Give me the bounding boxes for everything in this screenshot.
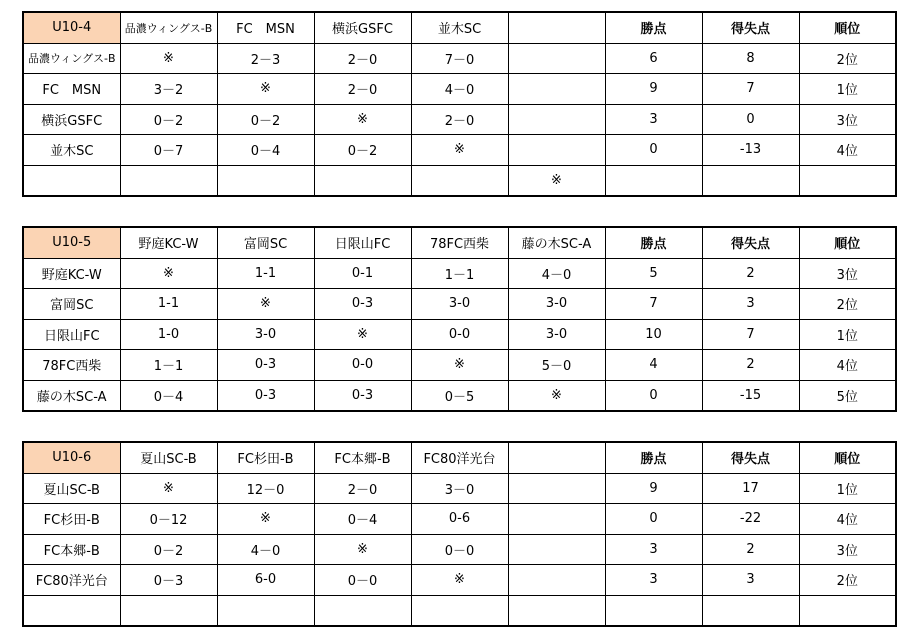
result-cell: 2－0	[314, 43, 411, 74]
points-cell	[605, 595, 702, 626]
header-team: 日限山FC	[314, 227, 411, 258]
header-team: FC MSN	[217, 12, 314, 43]
table-row	[23, 565, 896, 596]
result-cell: 3-0	[217, 319, 314, 350]
rank-cell: 2位	[799, 565, 896, 596]
header-team: FC本郷-B	[314, 442, 411, 473]
rank-cell: 2位	[799, 289, 896, 320]
result-cell: ※	[120, 473, 217, 504]
points-cell: 3	[605, 104, 702, 135]
result-cell: 0－2	[314, 135, 411, 166]
points-cell: 4	[605, 350, 702, 381]
row-team: 野庭KC-W	[23, 258, 120, 289]
result-cell: 0-0	[314, 350, 411, 381]
points-cell: 7	[605, 289, 702, 320]
header-team	[508, 12, 605, 43]
goal-diff-cell: 2	[702, 350, 799, 381]
header-team: 品濃ウィングス-B	[120, 12, 217, 43]
rank-cell: 3位	[799, 104, 896, 135]
row-team: 78FC西柴	[23, 350, 120, 381]
result-cell: 0－0	[411, 534, 508, 565]
table-row	[23, 319, 896, 350]
result-cell	[314, 595, 411, 626]
goal-diff-cell: 0	[702, 104, 799, 135]
result-cell: 0－2	[120, 534, 217, 565]
header-points: 勝点	[605, 442, 702, 473]
header-row	[23, 442, 896, 473]
rank-cell: 4位	[799, 350, 896, 381]
table-row	[23, 534, 896, 565]
result-cell: 0－4	[314, 504, 411, 535]
row-team: 夏山SC-B	[23, 473, 120, 504]
result-cell: ※	[411, 350, 508, 381]
result-cell: 0－5	[411, 380, 508, 411]
result-cell: ※	[411, 135, 508, 166]
points-cell: 3	[605, 534, 702, 565]
row-team: 富岡SC	[23, 289, 120, 320]
header-team: FC80洋光台	[411, 442, 508, 473]
result-cell: 0-3	[217, 380, 314, 411]
header-points: 勝点	[605, 12, 702, 43]
result-cell: 0－4	[217, 135, 314, 166]
result-cell	[314, 165, 411, 196]
result-cell: ※	[217, 289, 314, 320]
result-cell: 0-1	[314, 258, 411, 289]
points-cell	[605, 165, 702, 196]
result-cell	[508, 504, 605, 535]
result-cell: 0-0	[411, 319, 508, 350]
points-cell: 9	[605, 74, 702, 105]
rank-cell: 1位	[799, 473, 896, 504]
result-cell: 12－0	[217, 473, 314, 504]
table-row	[23, 350, 896, 381]
league-table-u10-5	[22, 226, 897, 412]
result-cell: ※	[508, 165, 605, 196]
group-label: U10-5	[23, 227, 120, 258]
table-row	[23, 289, 896, 320]
result-cell: 4－0	[217, 534, 314, 565]
header-team: 78FC西柴	[411, 227, 508, 258]
result-cell: 1-1	[120, 289, 217, 320]
result-cell	[411, 165, 508, 196]
result-cell	[217, 595, 314, 626]
table-row	[23, 104, 896, 135]
result-cell	[508, 74, 605, 105]
result-cell: 0－2	[217, 104, 314, 135]
table-row	[23, 504, 896, 535]
result-cell: 0-6	[411, 504, 508, 535]
goal-diff-cell: 17	[702, 473, 799, 504]
rank-cell: 4位	[799, 135, 896, 166]
result-cell: 1-0	[120, 319, 217, 350]
row-team: 品濃ウィングス-B	[23, 43, 120, 74]
header-team: 野庭KC-W	[120, 227, 217, 258]
row-team: FC80洋光台	[23, 565, 120, 596]
result-cell: ※	[217, 74, 314, 105]
header-team: FC杉田-B	[217, 442, 314, 473]
result-cell: 7－0	[411, 43, 508, 74]
header-team	[508, 442, 605, 473]
goal-diff-cell: 7	[702, 74, 799, 105]
result-cell: 6-0	[217, 565, 314, 596]
result-cell: ※	[120, 258, 217, 289]
rank-cell	[799, 595, 896, 626]
result-cell: ※	[314, 534, 411, 565]
table-row	[23, 74, 896, 105]
header-row	[23, 12, 896, 43]
result-cell	[411, 595, 508, 626]
result-cell: 3－0	[411, 473, 508, 504]
row-team: 藤の木SC-A	[23, 380, 120, 411]
result-cell: 4－0	[508, 258, 605, 289]
result-cell	[508, 43, 605, 74]
result-cell: 1－1	[411, 258, 508, 289]
table-row	[23, 135, 896, 166]
points-cell: 3	[605, 565, 702, 596]
result-cell: ※	[217, 504, 314, 535]
result-cell	[120, 595, 217, 626]
row-team: 並木SC	[23, 135, 120, 166]
result-cell: 0－4	[120, 380, 217, 411]
points-cell: 0	[605, 380, 702, 411]
result-cell: 1－1	[120, 350, 217, 381]
header-goal-diff: 得失点	[702, 227, 799, 258]
header-rank: 順位	[799, 442, 896, 473]
goal-diff-cell: 8	[702, 43, 799, 74]
goal-diff-cell: -22	[702, 504, 799, 535]
result-cell: 0－3	[120, 565, 217, 596]
result-cell	[508, 565, 605, 596]
result-cell: 3-0	[508, 319, 605, 350]
header-points: 勝点	[605, 227, 702, 258]
header-row	[23, 227, 896, 258]
result-cell	[508, 595, 605, 626]
result-cell: 2－0	[411, 104, 508, 135]
result-cell: ※	[411, 565, 508, 596]
points-cell: 10	[605, 319, 702, 350]
rank-cell: 1位	[799, 74, 896, 105]
header-team: 並木SC	[411, 12, 508, 43]
header-rank: 順位	[799, 227, 896, 258]
league-table-u10-6	[22, 441, 897, 627]
header-team: 富岡SC	[217, 227, 314, 258]
result-cell	[508, 534, 605, 565]
row-team	[23, 165, 120, 196]
goal-diff-cell: 7	[702, 319, 799, 350]
points-cell: 0	[605, 135, 702, 166]
result-cell: 3-0	[411, 289, 508, 320]
rank-cell: 3位	[799, 534, 896, 565]
rank-cell: 2位	[799, 43, 896, 74]
table-row	[23, 258, 896, 289]
points-cell: 6	[605, 43, 702, 74]
rank-cell	[799, 165, 896, 196]
row-team: FC MSN	[23, 74, 120, 105]
goal-diff-cell	[702, 595, 799, 626]
header-team: 夏山SC-B	[120, 442, 217, 473]
goal-diff-cell: 2	[702, 534, 799, 565]
result-cell	[217, 165, 314, 196]
row-team: FC本郷-B	[23, 534, 120, 565]
result-cell: 0-3	[314, 380, 411, 411]
goal-diff-cell: 2	[702, 258, 799, 289]
goal-diff-cell	[702, 165, 799, 196]
result-cell	[508, 104, 605, 135]
header-rank: 順位	[799, 12, 896, 43]
header-goal-diff: 得失点	[702, 12, 799, 43]
result-cell: 1-1	[217, 258, 314, 289]
result-cell: 0－0	[314, 565, 411, 596]
header-team: 横浜GSFC	[314, 12, 411, 43]
result-cell: 3－2	[120, 74, 217, 105]
table-row	[23, 473, 896, 504]
result-cell: ※	[314, 319, 411, 350]
group-label: U10-6	[23, 442, 120, 473]
table-row	[23, 595, 896, 626]
result-cell: 0-3	[217, 350, 314, 381]
result-cell: 5－0	[508, 350, 605, 381]
goal-diff-cell: 3	[702, 289, 799, 320]
table-row	[23, 380, 896, 411]
league-table-u10-4	[22, 11, 897, 197]
row-team: 日限山FC	[23, 319, 120, 350]
result-cell: 0－12	[120, 504, 217, 535]
result-cell: ※	[120, 43, 217, 74]
points-cell: 9	[605, 473, 702, 504]
rank-cell: 5位	[799, 380, 896, 411]
result-cell: 2－0	[314, 74, 411, 105]
rank-cell: 3位	[799, 258, 896, 289]
table-row	[23, 165, 896, 196]
row-team	[23, 595, 120, 626]
header-team: 藤の木SC-A	[508, 227, 605, 258]
points-cell: 5	[605, 258, 702, 289]
result-cell: 3-0	[508, 289, 605, 320]
result-cell: 0－2	[120, 104, 217, 135]
row-team: FC杉田-B	[23, 504, 120, 535]
table-row	[23, 43, 896, 74]
result-cell: ※	[314, 104, 411, 135]
result-cell	[508, 473, 605, 504]
result-cell: 0－7	[120, 135, 217, 166]
goal-diff-cell: 3	[702, 565, 799, 596]
goal-diff-cell: -13	[702, 135, 799, 166]
result-cell: ※	[508, 380, 605, 411]
header-goal-diff: 得失点	[702, 442, 799, 473]
points-cell: 0	[605, 504, 702, 535]
result-cell	[120, 165, 217, 196]
rank-cell: 4位	[799, 504, 896, 535]
rank-cell: 1位	[799, 319, 896, 350]
goal-diff-cell: -15	[702, 380, 799, 411]
result-cell: 4－0	[411, 74, 508, 105]
result-cell: 2－3	[217, 43, 314, 74]
result-cell	[508, 135, 605, 166]
result-cell: 2－0	[314, 473, 411, 504]
row-team: 横浜GSFC	[23, 104, 120, 135]
group-label: U10-4	[23, 12, 120, 43]
result-cell: 0-3	[314, 289, 411, 320]
